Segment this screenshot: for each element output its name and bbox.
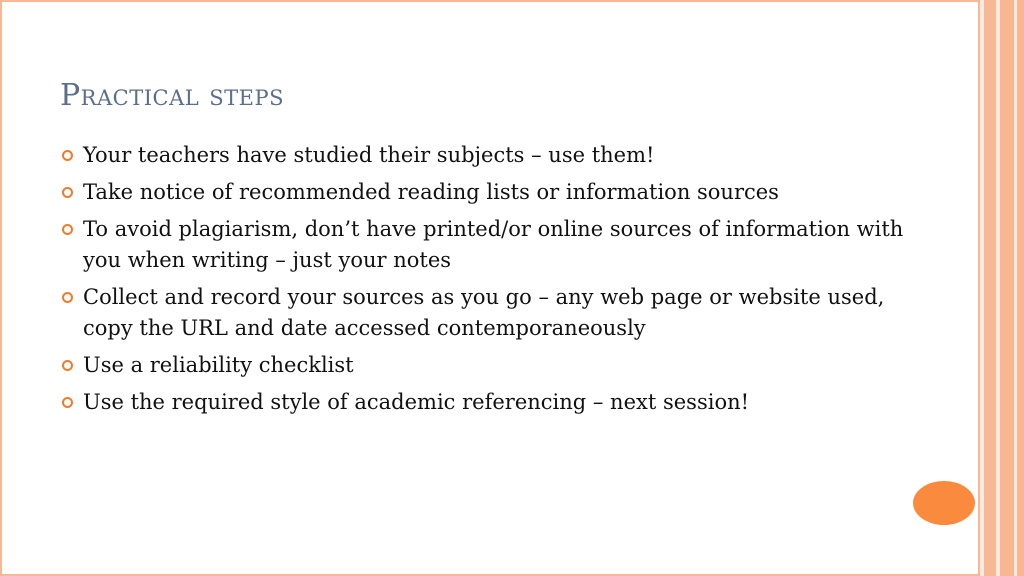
bullet-text: Your teachers have studied their subjects – use them!: [83, 143, 655, 167]
bullet-list: [62, 140, 912, 424]
slide-border-top: [0, 0, 1024, 2]
bullet-ring-icon: [62, 397, 73, 408]
list-item: [62, 177, 912, 208]
bullet-text: Collect and record your sources as you go – any web page or website used, copy the URL and date accessed contemporaneously: [83, 285, 885, 340]
bullet-ring-icon: [62, 292, 73, 303]
decorative-orange-circle: [913, 481, 975, 525]
bullet-text: To avoid plagiarism, don’t have printed/or online sources of information with you when writing – just your notes: [83, 217, 904, 272]
slide-border-left: [0, 0, 2, 576]
list-item: [62, 282, 912, 344]
list-item: [62, 140, 912, 171]
bullet-text: Use the required style of academic referencing – next session!: [83, 390, 750, 414]
list-item: [62, 350, 912, 381]
stripe: [1000, 0, 1014, 576]
bullet-ring-icon: [62, 360, 73, 371]
stripe: [984, 0, 996, 576]
bullet-text: Take notice of recommended reading lists or information sources: [83, 180, 779, 204]
bullet-text: Use a reliability checklist: [83, 353, 354, 377]
stripe: [1017, 0, 1024, 576]
slide-title: Practical steps: [60, 78, 284, 113]
list-item: [62, 387, 912, 418]
bullet-ring-icon: [62, 187, 73, 198]
right-decorative-stripes: [978, 0, 1024, 576]
bullet-ring-icon: [62, 224, 73, 235]
bullet-ring-icon: [62, 150, 73, 161]
list-item: [62, 214, 912, 276]
